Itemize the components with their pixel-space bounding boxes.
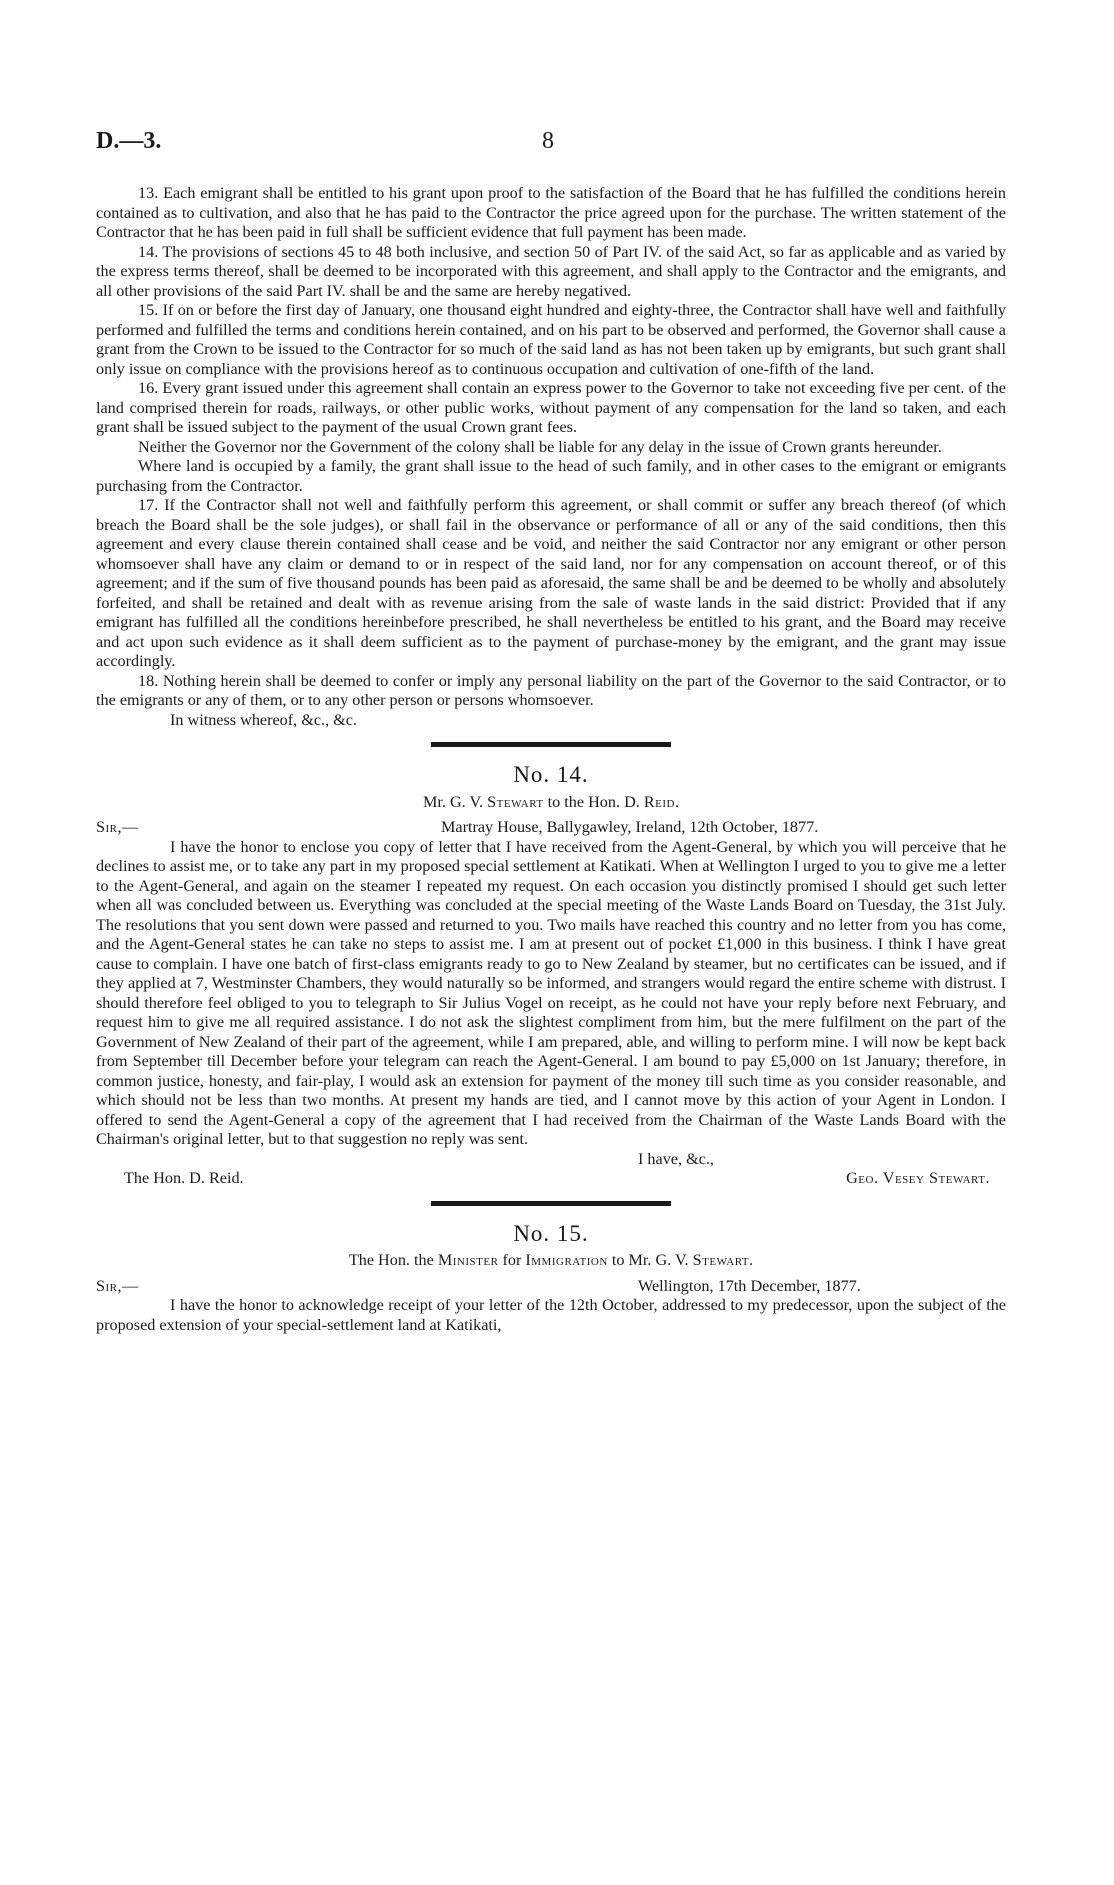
letter-body: I have the honor to acknowledge receipt of your letter of the 12th October, addressed to my predecessor, upon the subject of the proposed extension of your special-settlement land at Katikati, xyxy=(96,1296,1006,1334)
place-date: Martray House, Ballygawley, Ireland, 12th October, 1877. xyxy=(441,818,819,836)
closing: I have, &c., xyxy=(638,1149,714,1168)
sender-title: Minister xyxy=(437,1251,499,1269)
paragraph-16: 16. Every grant issued under this agreement shall contain an express power to the Governor to take not exceeding five per cent. of the land comprised therein for roads, railways, or other public works, without payment of any compensation for the land so taken, and each grant shall be issued subject to the payment of the usual Crown grant fees. xyxy=(96,379,1006,436)
witness-line: In witness whereof, &c., &c. xyxy=(170,710,358,729)
section-divider xyxy=(431,1201,671,1206)
paragraph-family: Where land is occupied by a family, the grant shall issue to the head of such family, and in other cases to the emigrant or emigrants purchasing from the Contractor. xyxy=(96,457,1006,495)
salutation-line xyxy=(96,1277,1006,1297)
salutation: Sir,— xyxy=(96,818,139,836)
correspondents-text: to the Hon. D. xyxy=(543,792,644,811)
signature-line xyxy=(96,1169,1006,1189)
letter-no-14 xyxy=(96,762,1006,1189)
page-header xyxy=(96,128,1018,158)
paragraph-13: 13. Each emigrant shall be entitled to his grant upon proof to the satisfaction of the Board that he has fulfilled the conditions herein contained as to cultivation, and also that he has paid to the Contractor the price agreed upon for the purchase. The written statement of the Contractor that he has been paid in full shall be sufficient evidence that full payment has been made. xyxy=(96,184,1006,241)
correspondents-text: . xyxy=(749,1251,754,1269)
correspondents-text: Mr. G. V. xyxy=(422,792,488,811)
closing-line xyxy=(96,1150,1006,1170)
sender-name: Stewart xyxy=(487,792,544,811)
place-date: Wellington, 17th December, 1877. xyxy=(638,1276,861,1295)
salutation-line xyxy=(96,818,1006,838)
recipient-name: Stewart xyxy=(692,1251,750,1269)
letter-correspondents xyxy=(96,793,1006,813)
letter-no-15 xyxy=(96,1220,1006,1336)
letter-body: I have the honor to enclose you copy of letter that I have received from the Agent-General, by which you will perceive that he declines to assist me, or to take any part in my proposed special settlement at Katikati. When at Wellington I urged to you to give me a letter to the Agent-General, and again on the steamer I repeated my request. On each occasion you distinctly promised I should get such letter when all was concluded between us. Everything was concluded at the special meeting of the Waste Lands Board on Tuesday, the 31st July. The resolutions that you sent down were passed and returned to you. Two mails have reached this country and no letter from you has come, and the Agent-General states he can take no steps to assist me. I am at present out of pocket £1,000 in this business. I think I have great cause to complain. I have one batch of first-class emigrants ready to go to New Zealand by steamer, but no certificates can be issued, and if they applied at 7, Westminster Chambers, they would naturally so be informed, and strangers would regard the entire scheme with distrust. I should therefore feel obliged to you to telegraph to Sir Julius Vogel on receipt, as he could not have your reply before next February, and request him to give me all required assistance. I do not ask the slightest compliment from him, but the mere fulfilment on the part of the Government of New Zealand of their part of the agreement, while I am prepared, able, and willing to perform mine. I will now be kept back from September till December before your telegram can reach the Agent-General. I am bound to pay £5,000 on 1st January; therefore, in common justice, honesty, and fair-play, I would ask an extension for payment of the money till such time as you consider reasonable, and which should not be less than two months. At present my hands are tied, and I cannot move by this action of your Agent in London. I offered to send the Agent-General a copy of the agreement that I had received from the Chairman of the Waste Lands Board with the Chairman's original letter, but to that suggestion no reply was sent. xyxy=(96,837,1006,1148)
paragraph-17: 17. If the Contractor shall not well and faithfully perform this agreement, or shall commit or suffer any breach thereof (of which breach the Board shall be the sole judges), or shall fail in the observance or performance of all or any of the said conditions, then this agreement and every clause therein contained shall cease and be void, and neither the said Contractor nor any emigrant or other person whomsoever shall have any claim or demand to or in respect of the said land, nor for any compensation on account thereof, or of this agreement; and if the sum of five thousand pounds has been paid as aforesaid, the same shall be and be deemed to be wholly and absolutely forfeited, and shall be retained and dealt with as revenue arising from the sale of waste lands in the said district: Provided that if any emigrant has fulfilled all the conditions hereinbefore prescribed, he shall nevertheless be entitled to his grant, and the Board may receive and act upon such evidence as it shall deem sufficient as to the payment of purchase-money by the emigrant, and the grant may issue accordingly. xyxy=(96,496,1006,670)
page-body xyxy=(96,184,1006,1335)
correspondents-text: for xyxy=(498,1251,526,1269)
letter-number: No. 14. xyxy=(513,762,589,787)
addressee: The Hon. D. Reid. xyxy=(124,1169,244,1187)
sender-portfolio: Immigration xyxy=(525,1251,608,1269)
paragraph-14: 14. The provisions of sections 45 to 48 both inclusive, and section 50 of Part IV. of the said Act, so far as applicable and as varied by the express terms thereof, shall be deemed to be incorporated with this agreement, and shall apply to the Contractor and the emigrants, and all other provisions of the said Part IV. shall be and the same are hereby negatived. xyxy=(96,242,1006,300)
document-reference: D.—3. xyxy=(96,128,162,154)
paragraph-18: 18. Nothing herein shall be deemed to confer or imply any personal liability on the part of the Governor to the said Contractor, or to the emigrants or any of them, or to any other person or persons whomsoever. xyxy=(96,671,1006,709)
signature: Geo. Vesey Stewart. xyxy=(846,1169,990,1187)
correspondents-text: to Mr. G. V. xyxy=(607,1251,693,1269)
paragraph-crown-grants: Neither the Governor nor the Government of the colony shall be liable for any delay in the issue of Crown grants hereunder. xyxy=(138,437,942,456)
salutation: Sir,— xyxy=(96,1276,139,1295)
correspondents-text: The Hon. the xyxy=(348,1251,438,1269)
correspondents-text: . xyxy=(674,792,680,811)
section-divider xyxy=(431,742,671,747)
paragraph-15: 15. If on or before the first day of January, one thousand eight hundred and eighty-three, the Contractor shall have well and faithfully performed and fulfilled the terms and conditions herein contained, and on his part to be observed and performed, the Governor shall cause a grant from the Crown to be issued to the Contractor for so much of the said land as has not been taken up by emigrants, but such grant shall only issue on compliance with the provisions hereof as to continuous occupation and cultivation of one-fifth of the land. xyxy=(96,301,1006,378)
page-number: 8 xyxy=(542,128,554,154)
letter-correspondents xyxy=(96,1251,1006,1271)
recipient-name: Reid xyxy=(643,792,675,811)
letter-number: No. 15. xyxy=(513,1220,589,1246)
